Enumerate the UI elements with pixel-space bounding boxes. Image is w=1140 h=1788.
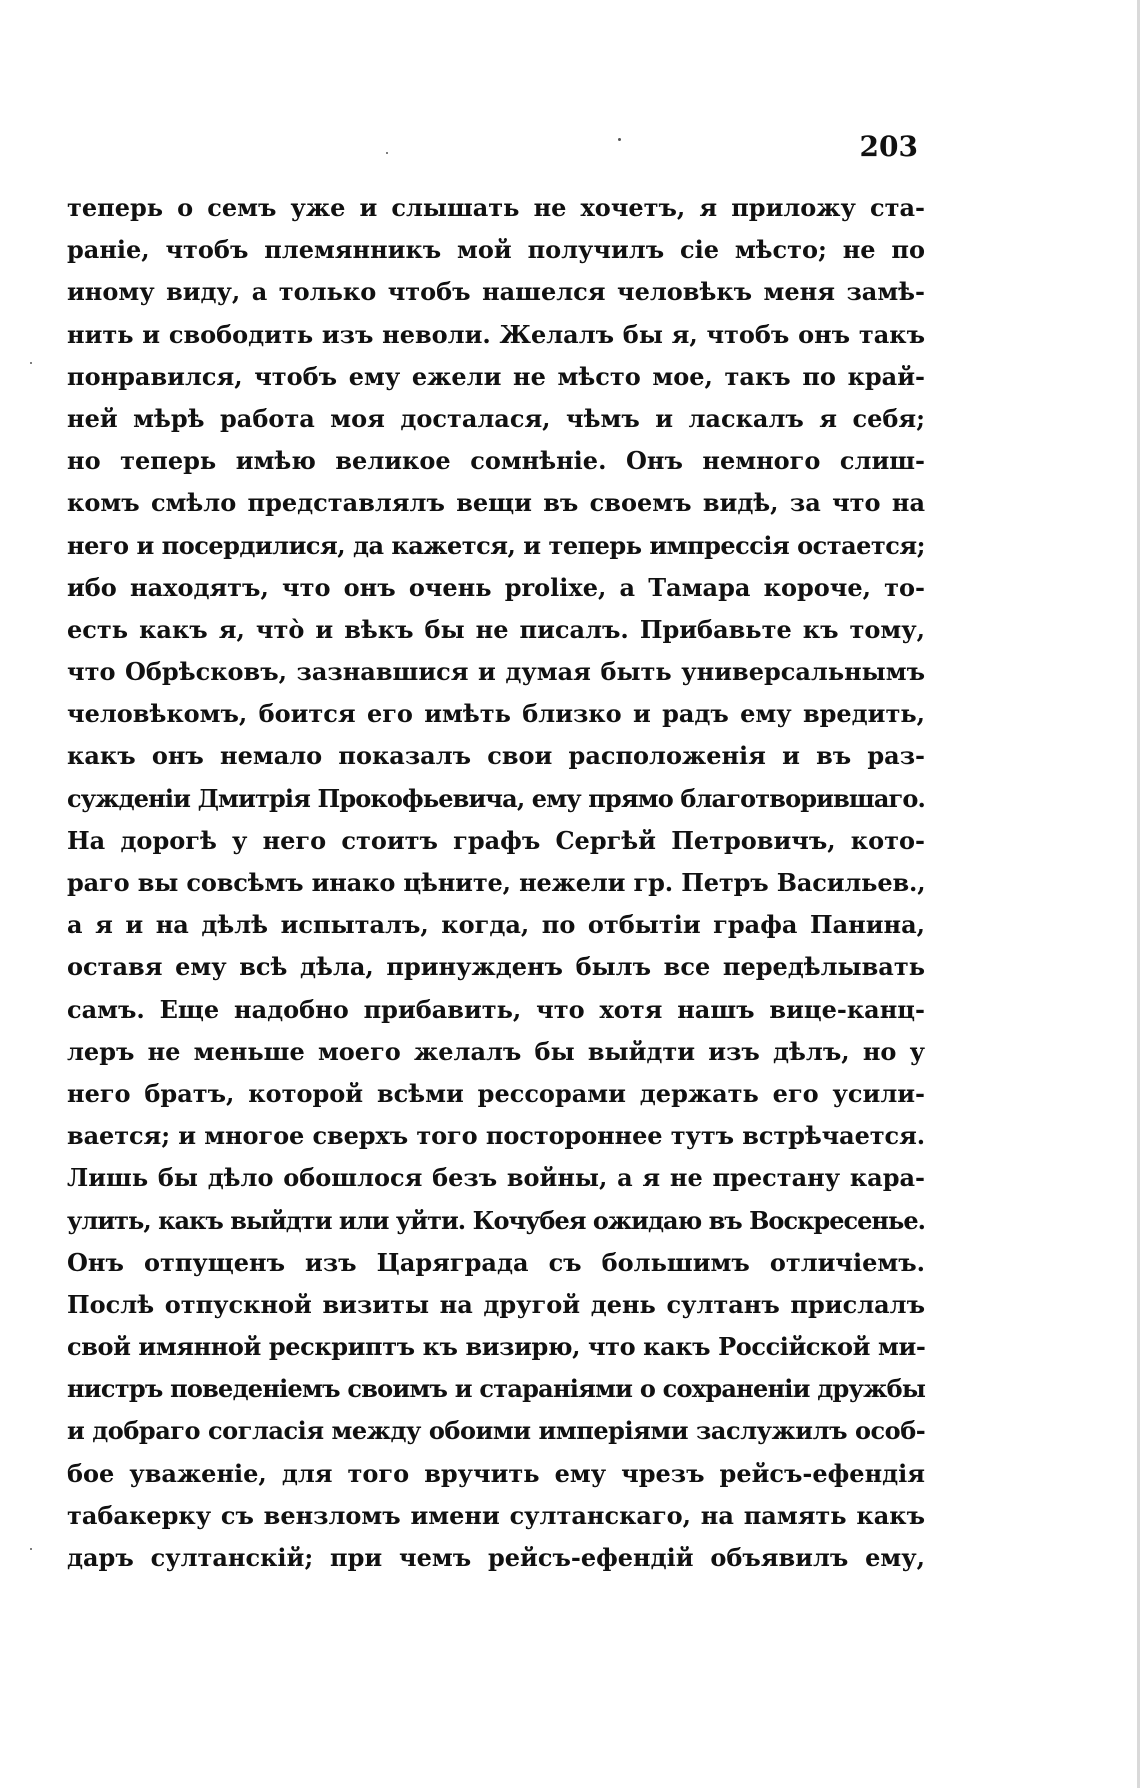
text-line: понравился, чтобъ ему ежели не мѣсто мое, такъ по край-	[67, 361, 925, 391]
text-line: и добраго согласія между обоими имперіями заслужилъ особ-	[67, 1416, 926, 1446]
text-line: Лишь бы дѣло обошлося безъ войны, а я не престану кара-	[67, 1163, 925, 1193]
text-line: а я и на дѣлѣ испыталъ, когда, по отбытіи графа Панина,	[67, 910, 925, 940]
text-line: улить, какъ выйдти или уйти. Кочубея ожидаю въ Воскресенье.	[67, 1205, 925, 1235]
scan-speck	[386, 152, 388, 154]
text-line: ней мѣрѣ работа моя досталася, чѣмъ и ласкалъ я себя;	[67, 403, 925, 433]
text-line: иному виду, а только чтобъ нашелся человѣкъ меня замѣ-	[67, 277, 925, 307]
text-line: него и посердилися, да кажется, и теперь импрессія остается;	[67, 530, 925, 560]
text-line: комъ смѣло представлялъ вещи въ своемъ видѣ, за что на	[67, 488, 925, 518]
text-line: леръ не меньше моего желалъ бы выйдти изъ дѣлъ, но у	[67, 1036, 925, 1066]
text-line: бое уваженіе, для того вручить ему чрезъ рейсъ-ефендія	[67, 1458, 925, 1488]
text-line: есть какъ я, что̀ и вѣкъ бы не писалъ. Прибавьте къ тому,	[67, 614, 925, 644]
text-line: человѣкомъ, боится его имѣть близко и радъ ему вредить,	[67, 699, 925, 729]
text-line: раніе, чтобъ племянникъ мой получилъ сіе мѣсто; не по	[67, 235, 925, 265]
text-line: сужденіи Дмитрія Прокофьевича, ему прямо благотворившаго.	[67, 783, 926, 813]
text-line: но теперь имѣю великое сомнѣніе. Онъ немного слиш-	[67, 446, 925, 476]
scan-speck	[30, 1548, 32, 1550]
text-line: раго вы совсѣмъ инако цѣните, нежели гр. Петръ Васильев.,	[67, 868, 926, 897]
text-line: свой имянной рескриптъ къ визирю, что какъ Россійской ми-	[67, 1332, 926, 1362]
text-line: теперь о семъ уже и слышать не хочетъ, я приложу ста-	[67, 193, 925, 222]
scan-speck	[618, 138, 621, 141]
text-line: какъ онъ немало показалъ свои расположенія и въ раз-	[67, 741, 925, 771]
text-line: самъ. Еще надобно прибавить, что хотя нашъ вице-канц-	[67, 994, 925, 1024]
text-line: вается; и многое сверхъ того постороннее тутъ встрѣчается.	[67, 1121, 925, 1151]
body-text	[67, 187, 925, 1579]
text-line: табакерку съ вензломъ имени султанскаго, на память какъ	[67, 1500, 925, 1530]
text-line: оставя ему всѣ дѣла, принужденъ былъ все передѣлывать	[67, 952, 925, 982]
text-line: нистръ поведеніемъ своимъ и стараніями о сохраненіи дружбы	[67, 1374, 926, 1404]
text-line: Послѣ отпускной визиты на другой день султанъ прислалъ	[67, 1289, 925, 1319]
page-number: 203	[859, 130, 918, 163]
text-line: даръ султанскій; при чемъ рейсъ-ефендій объявилъ ему,	[67, 1543, 925, 1572]
text-line: ибо находятъ, что онъ очень prolixe, а Тамара короче, то-	[67, 572, 925, 602]
text-line: что Обрѣсковъ, зазнавшися и думая быть универсальнымъ	[67, 657, 925, 687]
text-line: нить и свободить изъ неволи. Желалъ бы я, чтобъ онъ такъ	[67, 319, 925, 349]
text-line: него братъ, которой всѣми рессорами держать его усили-	[67, 1078, 925, 1108]
scan-speck	[30, 362, 32, 364]
text-line: Онъ отпущенъ изъ Царяграда съ большимъ отличіемъ.	[67, 1247, 925, 1277]
text-line: На дорогѣ у него стоитъ графъ Сергѣй Петровичъ, кото-	[67, 825, 925, 855]
